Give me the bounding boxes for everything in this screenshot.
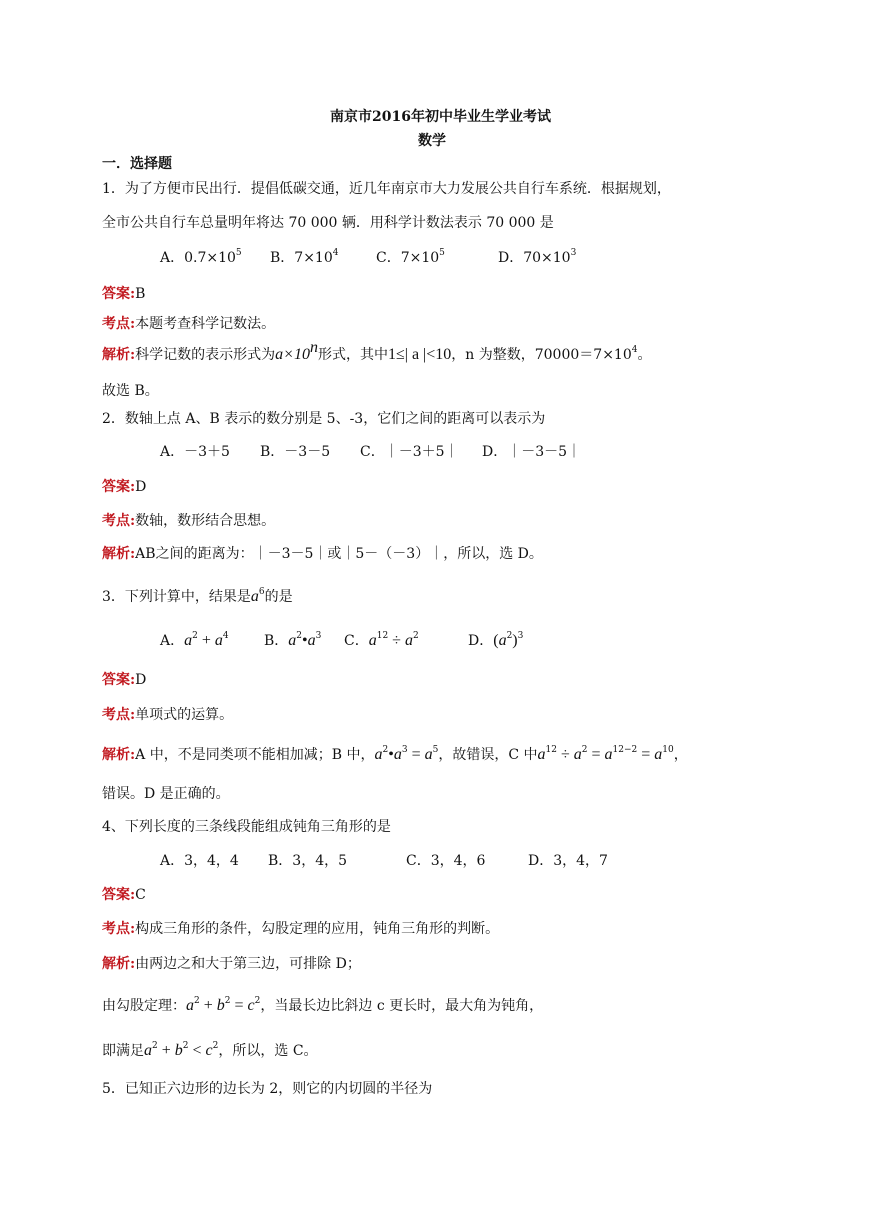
q1-analysis: 解析:科学记数的表示形式为$a\times 10^n$形式，其中1≤| a |<10，n 为整数，$70000=7\times 10^4$。 bbox=[102, 339, 652, 363]
q1-options bbox=[160, 249, 576, 267]
q5-stem: 5．已知正六边形的边长为 2，则它的内切圆的半径为 bbox=[102, 1081, 433, 1097]
q2-point: 考点:数轴，数形结合思想。 bbox=[102, 513, 276, 529]
q4-options bbox=[160, 852, 608, 870]
analysis-label: 解析: bbox=[102, 546, 136, 562]
q4-stem: 4、下列长度的三条线段能组成钝角三角形的是 bbox=[102, 819, 391, 835]
q1-stem-line2: 全市公共自行车总量明年将达 70 000 辆．用科学计数法表示 70 000 是 bbox=[102, 215, 554, 231]
q1-option-d: D．$70\times 10^3$ bbox=[498, 248, 577, 266]
q2-option-b: B．－3－5 bbox=[260, 444, 331, 460]
q3-option-a: A．$a^2 + a^4$ bbox=[160, 631, 229, 649]
q1-answer: 答案:B bbox=[102, 286, 146, 302]
q1-option-c: C．$7\times 10^5$ bbox=[376, 248, 445, 266]
q2-options bbox=[160, 443, 581, 461]
q3-option-c: C．$a^{12} \div a^2$ bbox=[344, 631, 419, 649]
q4-point: 考点:构成三角形的条件，勾股定理的应用，钝角三角形的判断。 bbox=[102, 921, 500, 937]
point-label: 考点: bbox=[102, 921, 136, 937]
q3-option-b: B．$a^2•a^3$ bbox=[264, 631, 322, 649]
q2-stem: 2．数轴上点 A、B 表示的数分别是 5、-3，它们之间的距离可以表示为 bbox=[102, 411, 546, 427]
page-subtitle: 数学 bbox=[418, 133, 446, 149]
q4-answer: 答案:C bbox=[102, 887, 146, 903]
q3-stem: 3．下列计算中，结果是$a^6$的是 bbox=[102, 587, 293, 605]
q3-analysis-line2: 错误。D 是正确的。 bbox=[102, 786, 230, 802]
q1-conclusion: 故选 B。 bbox=[102, 383, 159, 399]
answer-label: 答案: bbox=[102, 672, 136, 688]
q3-point: 考点:单项式的运算。 bbox=[102, 707, 234, 723]
q1-stem-line1: 1．为了方便市民出行．提倡低碳交通，近几年南京市大力发展公共自行车系统．根据规划， bbox=[102, 181, 671, 197]
point-label: 考点: bbox=[102, 707, 136, 723]
q4-analysis: 解析:由两边之和大于第三边，可排除 D； bbox=[102, 956, 361, 972]
q3-analysis: 解析:A 中，不是同类项不能相加减；B 中，$a^2•a^3 = a^5$，故错误，C 中$a^{12} \div a^2 = a^{12-2} = a^{10}$， bbox=[102, 745, 688, 763]
q4-analysis-line3: 即满足$a^2 + b^2 < c^2$，所以，选 C。 bbox=[102, 1041, 318, 1059]
q4-option-d: D．3，4，7 bbox=[528, 853, 608, 869]
formula-sci: a×10 bbox=[275, 346, 310, 363]
q1-point: 考点:本题考查科学记数法。 bbox=[102, 316, 276, 332]
formula-range: 1≤| a |<10 bbox=[387, 346, 452, 363]
q4-option-c: C．3，4，6 bbox=[406, 853, 486, 869]
q2-option-d: D．｜－3－5｜ bbox=[482, 444, 582, 460]
analysis-label: 解析: bbox=[102, 347, 136, 363]
q2-option-a: A．－3＋5 bbox=[160, 444, 230, 460]
q1-option-a: A．$0.7\times 10^5$ bbox=[160, 248, 242, 266]
q1-option-b: B．$7\times 10^4$ bbox=[270, 248, 339, 266]
analysis-label: 解析: bbox=[102, 956, 136, 972]
page-title: 南京市2016年初中毕业生学业考试 bbox=[330, 109, 551, 125]
answer-label: 答案: bbox=[102, 887, 136, 903]
q3-answer: 答案:D bbox=[102, 672, 147, 688]
answer-label: 答案: bbox=[102, 286, 136, 302]
q3-option-d: D．$(a^2)^3$ bbox=[468, 631, 524, 649]
point-label: 考点: bbox=[102, 513, 136, 529]
answer-label: 答案: bbox=[102, 479, 136, 495]
q3-options bbox=[160, 632, 523, 650]
q2-answer: 答案:D bbox=[102, 479, 147, 495]
analysis-label: 解析: bbox=[102, 747, 136, 763]
q4-analysis-line2: 由勾股定理：$a^2 + b^2 = c^2$，当最长边比斜边 c 更长时，最大角为钝角， bbox=[102, 996, 544, 1014]
q2-option-c: C．｜－3＋5｜ bbox=[360, 444, 459, 460]
q4-option-a: A．3，4，4 bbox=[160, 853, 239, 869]
section-heading: 一．选择题 bbox=[102, 156, 172, 172]
point-label: 考点: bbox=[102, 316, 136, 332]
q4-option-b: B．3，4，5 bbox=[268, 853, 348, 869]
q2-analysis: 解析:AB之间的距离为：｜－3－5｜或｜5－（－3）｜，所以，选 D。 bbox=[102, 546, 543, 562]
